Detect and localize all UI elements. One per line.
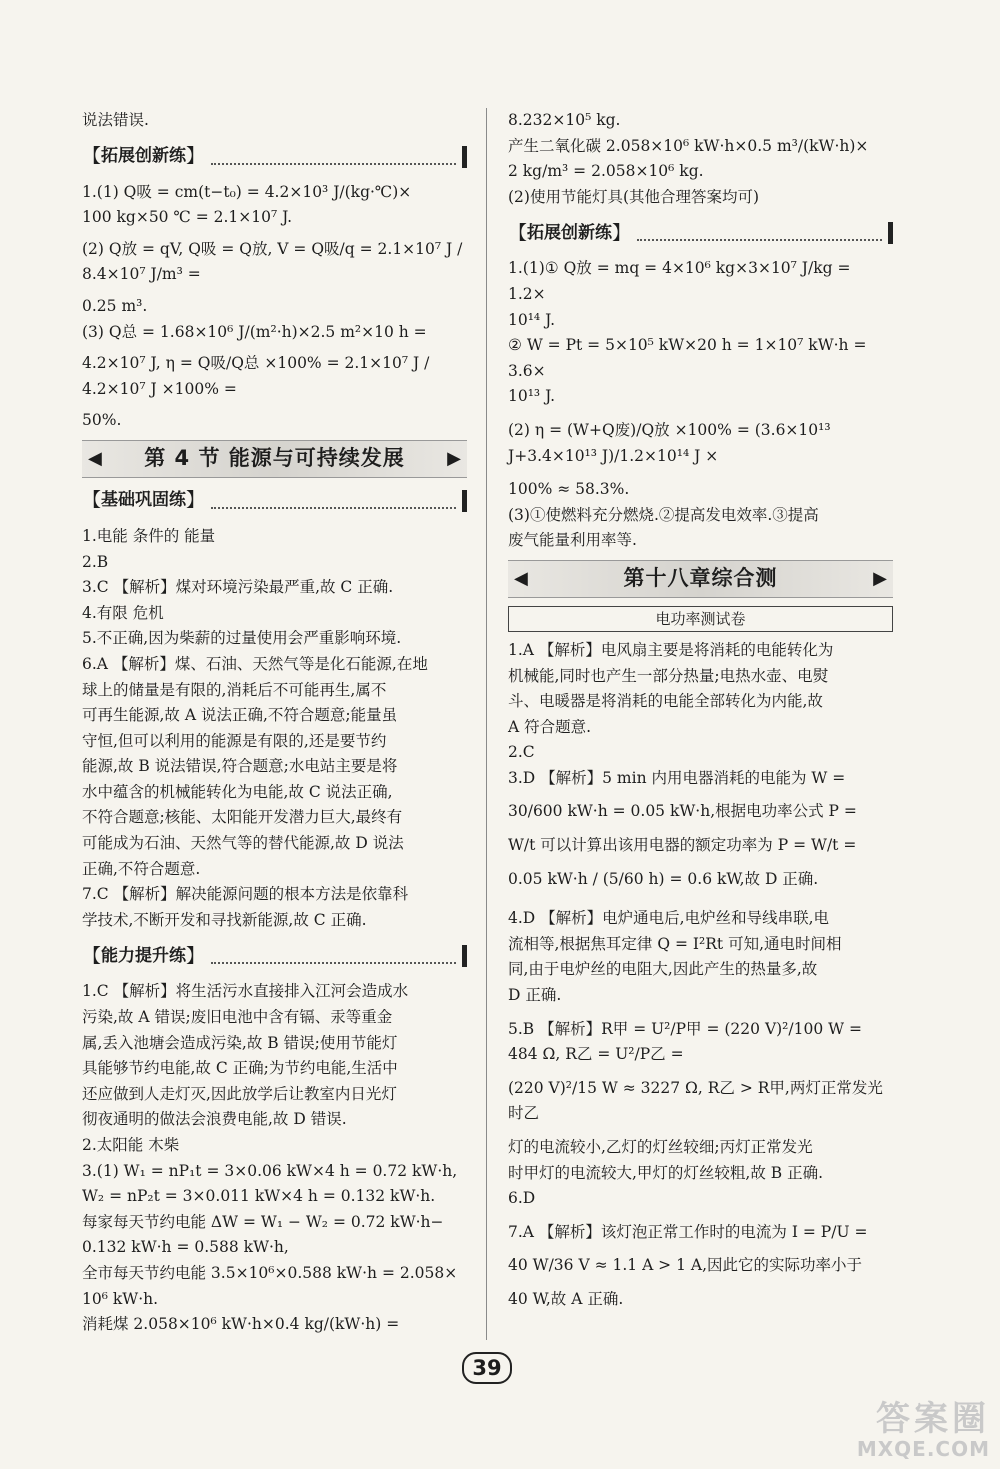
text-line: 4.2×10⁷ J, η = Q吸/Q总 ×100% = 2.1×10⁷ J / 4.2×10⁷ J ×100% =	[82, 354, 430, 398]
text-line: W₂ = nP₂t = 3×0.011 kW×4 h = 0.132 kW·h.	[82, 1187, 436, 1206]
text-line: 1.A 【解析】电风扇主要是将消耗的电能转化为	[508, 640, 834, 659]
text-line: 不符合题意;核能、太阳能开发潜力巨大,最终有	[82, 808, 403, 827]
left-arrow-icon: ◀	[88, 448, 102, 470]
section-header-ability: 【 能力提升练 】	[82, 941, 467, 971]
section-header-label: 拓展创新练	[527, 222, 613, 243]
text-line: 0.132 kW·h = 0.588 kW·h,	[82, 1238, 289, 1257]
page-number: 39	[462, 1352, 512, 1384]
section-title-text: 第 4 节 能源与可持续发展	[144, 446, 405, 471]
text-line: D 正确.	[508, 986, 562, 1005]
text-line: 10¹³ J.	[508, 387, 556, 406]
watermark	[760, 1400, 990, 1464]
text-line: W/t 可以计算出该用电器的额定功率为 P = W/t =	[508, 836, 857, 855]
text-line: (2) η = (W+Q废)/Q放 ×100% = (3.6×10¹³ J+3.4×10¹³ J)/1.2×10¹⁴ J ×	[508, 420, 831, 465]
text-line: 具能够节约电能,故 C 正确;为节约电能,生活中	[82, 1059, 398, 1078]
text-line: 可能成为石油、天然气等的替代能源,故 D 说法	[82, 834, 404, 853]
text-line: 30/600 kW·h = 0.05 kW·h,根据电功率公式 P =	[508, 802, 857, 821]
section-title-4	[82, 440, 467, 478]
text-line: (2)使用节能灯具(其他合理答案均可)	[508, 187, 760, 206]
text-line: 8.232×10⁵ kg.	[508, 111, 621, 129]
text-line: 可再生能源,故 A 说法正确,不符合题意;能量虽	[82, 706, 398, 725]
text-line: 6.D	[508, 1189, 536, 1208]
text-line: 学技术,不断开发和寻找新能源,故 C 正确.	[82, 910, 367, 929]
text-line: (2) Q放 = qV, Q吸 = Q放, V = Q吸/q = 2.1×10⁷ J / 8.4×10⁷ J/m³ =	[82, 239, 463, 284]
text-line: 1.电能 条件的 能量	[82, 526, 216, 545]
text-line: 2 kg/m³ = 2.058×10⁶ kg.	[508, 162, 704, 181]
text-line: 属,丢入池塘会造成污染,故 B 错误;使用节能灯	[82, 1033, 398, 1052]
left-arrow-icon: ◀	[514, 568, 528, 590]
text-line: 废气能量利用率等.	[508, 531, 637, 550]
text-line: 还应做到人走灯灭,因此放学后让教室内日光灯	[82, 1084, 397, 1103]
chapter-title	[508, 560, 893, 598]
text-line: 4.D 【解析】电炉通电后,电炉丝和导线串联,电	[508, 909, 829, 928]
test-subtitle: 电功率测试卷	[508, 606, 893, 632]
text-line: 10¹⁴ J.	[508, 310, 556, 329]
text-line: 时甲灯的电流较大,甲灯的灯丝较粗,故 B 正确.	[508, 1163, 824, 1182]
text-line: 50%.	[82, 411, 122, 430]
text-line: 40 W/36 V ≈ 1.1 A > 1 A,因此它的实际功率小于	[508, 1256, 863, 1275]
text-line: 3.D 【解析】5 min 内用电器消耗的电能为 W =	[508, 768, 846, 787]
text-line: A 符合题意.	[508, 717, 592, 736]
text-line: 全市每天节约电能 3.5×10⁶×0.588 kW·h = 2.058×	[82, 1263, 458, 1282]
text-line: 4.有限 危机	[82, 603, 164, 622]
text-line: 流相等,根据焦耳定律 Q = I²Rt 可知,通电时间相	[508, 934, 842, 953]
text-line: 1.(1) Q吸 = cm(t−t₀) = 4.2×10³ J/(kg·℃)×	[82, 182, 412, 201]
text-line: 0.25 m³.	[82, 296, 148, 315]
text-line: 同,由于电炉丝的电阻大,因此产生的热量多,故	[508, 960, 818, 979]
text-line: 消耗煤 2.058×10⁶ kW·h×0.4 kg/(kW·h) =	[82, 1315, 400, 1334]
text-line: 3.C 【解析】煤对环境污染最严重,故 C 正确.	[82, 578, 394, 597]
text-line: 100 kg×50 ℃ = 2.1×10⁷ J.	[82, 208, 293, 227]
text-line: 污染,故 A 错误;废旧电池中含有镉、汞等重金	[82, 1008, 393, 1027]
text-line: 守恒,但可以利用的能源是有限的,还是要节约	[82, 731, 387, 750]
text-line: 5.不正确,因为柴薪的过量使用会严重影响环境.	[82, 629, 402, 648]
left-column	[82, 108, 467, 1338]
watermark-logo: 答案圈	[876, 1399, 990, 1439]
watermark-url: MXQE.COM	[856, 1437, 990, 1461]
text-line: 彻夜通明的做法会浪费电能,故 D 错误.	[82, 1110, 347, 1129]
text-line: (3) Q总 = 1.68×10⁶ J/(m²·h)×2.5 m²×10 h =	[82, 322, 427, 341]
text-line: 能源,故 B 说法错误,符合题意;水电站主要是将	[82, 757, 398, 776]
text-line: (3)①使燃料充分燃烧.②提高发电效率.③提高	[508, 505, 819, 524]
section-header-basic: 【 基础巩固练 】	[82, 486, 467, 516]
text-line: 7.C 【解析】解决能源问题的根本方法是依靠科	[82, 885, 409, 904]
text-line: 40 W,故 A 正确.	[508, 1289, 624, 1308]
right-column	[508, 108, 893, 1313]
text-line: 灯的电流较小,乙灯的灯丝较细;丙灯正常发光	[508, 1138, 813, 1156]
text-line: 0.05 kW·h / (5/60 h) = 0.6 kW,故 D 正确.	[508, 869, 819, 888]
section-header-extension: 【 拓展创新练 】	[508, 218, 893, 248]
text-line: 每家每天节约电能 ΔW = W₁ − W₂ = 0.72 kW·h−	[82, 1212, 444, 1231]
text-line: 1.(1)① Q放 = mq = 4×10⁶ kg×3×10⁷ J/kg = 1.2×	[508, 259, 851, 303]
text-line: 球上的储量是有限的,消耗后不可能再生,属不	[82, 680, 387, 699]
text-line: 说法错误.	[82, 111, 149, 129]
chapter-title-text: 第十八章综合测	[623, 566, 778, 591]
text-line: ② W = Pt = 5×10⁵ kW×20 h = 1×10⁷ kW·h = 3.6×	[508, 336, 867, 380]
column-divider	[486, 108, 487, 1340]
text-line: 100% ≈ 58.3%.	[508, 480, 630, 499]
section-header-label: 基础巩固练	[101, 490, 187, 511]
section-header-label: 能力提升练	[101, 945, 187, 966]
right-arrow-icon: ▶	[873, 568, 887, 590]
section-header-label: 拓展创新练	[101, 145, 187, 166]
text-line: 3.(1) W₁ = nP₁t = 3×0.06 kW×4 h = 0.72 kW·h,	[82, 1161, 458, 1180]
right-arrow-icon: ▶	[447, 448, 461, 470]
text-line: 产生二氧化碳 2.058×10⁶ kW·h×0.5 m³/(kW·h)×	[508, 136, 869, 155]
text-line: 水中蕴含的机械能转化为电能,故 C 说法正确,	[82, 782, 393, 801]
text-line: 2.C	[508, 743, 535, 762]
text-line: 斗、电暖器是将消耗的电能全部转化为内能,故	[508, 692, 823, 711]
text-line: 机械能,同时也产生一部分热量;电热水壶、电熨	[508, 666, 829, 685]
text-line: 正确,不符合题意.	[82, 859, 201, 878]
text-line: 1.C 【解析】将生活污水直接排入江河会造成水	[82, 982, 409, 1001]
text-line: 5.B 【解析】R甲 = U²/P甲 = (220 V)²/100 W = 484 Ω, R乙 = U²/P乙 =	[508, 1019, 862, 1064]
text-line: 2.太阳能 木柴	[82, 1136, 180, 1154]
text-line: (220 V)²/15 W ≈ 3227 Ω, R乙 > R甲,两灯正常发光时乙	[508, 1078, 883, 1123]
text-line: 10⁶ kW·h.	[82, 1289, 159, 1308]
text-line: 7.A 【解析】该灯泡正常工作时的电流为 I = P/U =	[508, 1222, 868, 1241]
text-line: 6.A 【解析】煤、石油、天然气等是化石能源,在地	[82, 654, 428, 673]
section-header-extension: 【 拓展创新练 】	[82, 142, 467, 172]
text-line: 2.B	[82, 552, 109, 571]
